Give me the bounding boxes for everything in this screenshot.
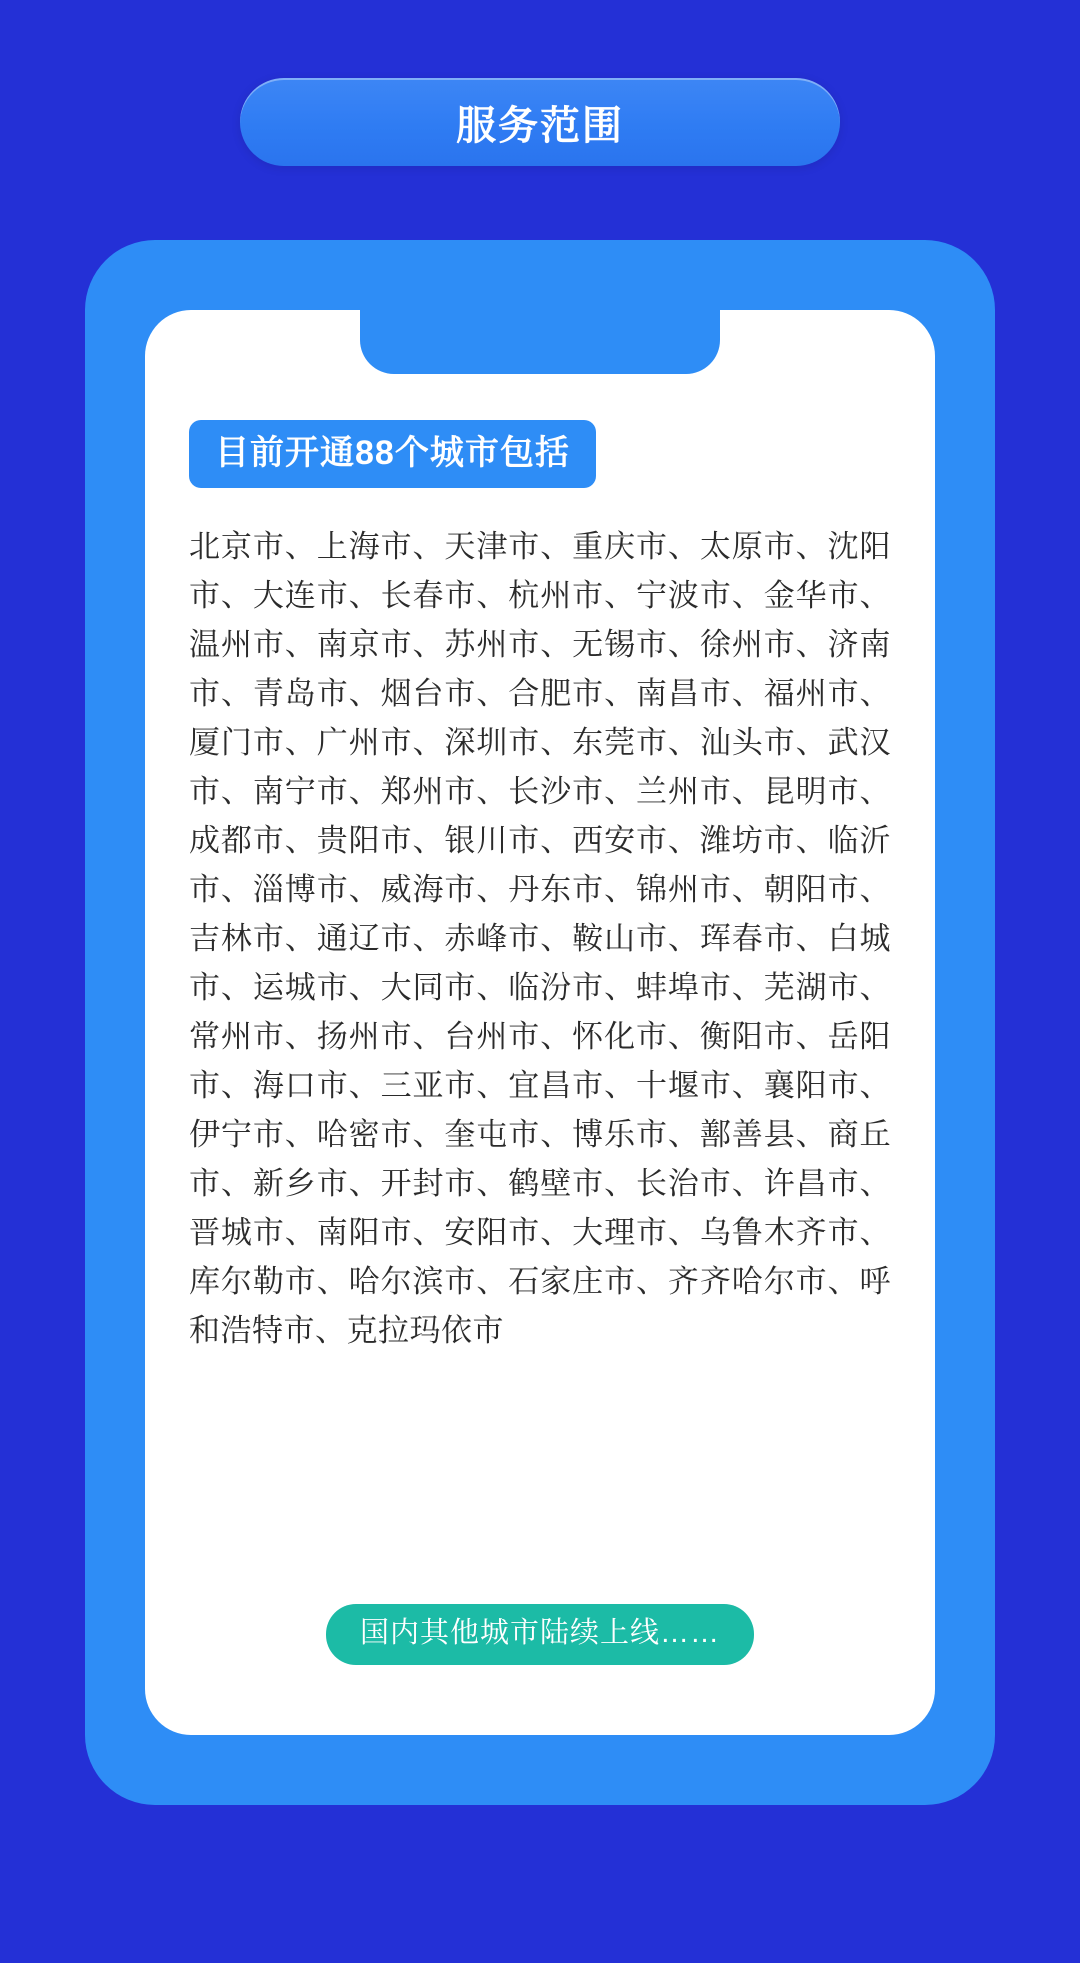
page-title: 服务范围 xyxy=(456,103,624,148)
city-list: 北京市、上海市、天津市、重庆市、太原市、沈阳市、大连市、长春市、杭州市、宁波市、金华市、温州市、南京市、苏州市、无锡市、徐州市、济南市、青岛市、烟台市、合肥市、南昌市、福州市、厦门市、广州市、深圳市、东莞市、汕头市、武汉市、南宁市、郑州市、长沙市、兰州市、昆明市、成都市、贵阳市、银川市、西安市、潍坊市、临沂市、淄博市、威海市、丹东市、锦州市、朝阳市、吉林市、通辽市、赤峰市、鞍山市、珲春市、白城市、运城市、大同市、临汾市、蚌埠市、芜湖市、常州市、扬州市、台州市、怀化市、衡阳市、岳阳市、海口市、三亚市、宜昌市、十堰市、襄阳市、伊宁市、哈密市、奎屯市、博乐市、鄯善县、商丘市、新乡市、开封市、鹤壁市、长治市、许昌市、晋城市、南阳市、安阳市、大理市、乌鲁木齐市、库尔勒市、哈尔滨市、石家庄市、齐齐哈尔市、呼和浩特市、克拉玛依市 xyxy=(189,529,891,1348)
card-content xyxy=(145,310,935,1735)
phone-frame xyxy=(85,240,995,1805)
section-badge: 目前开通88个城市包括 xyxy=(189,420,596,488)
footnote-badge: 国内其他城市陆续上线…… xyxy=(326,1604,754,1665)
phone-screen xyxy=(145,310,935,1735)
footnote-container xyxy=(145,1604,935,1665)
page-title-pill xyxy=(240,78,840,166)
